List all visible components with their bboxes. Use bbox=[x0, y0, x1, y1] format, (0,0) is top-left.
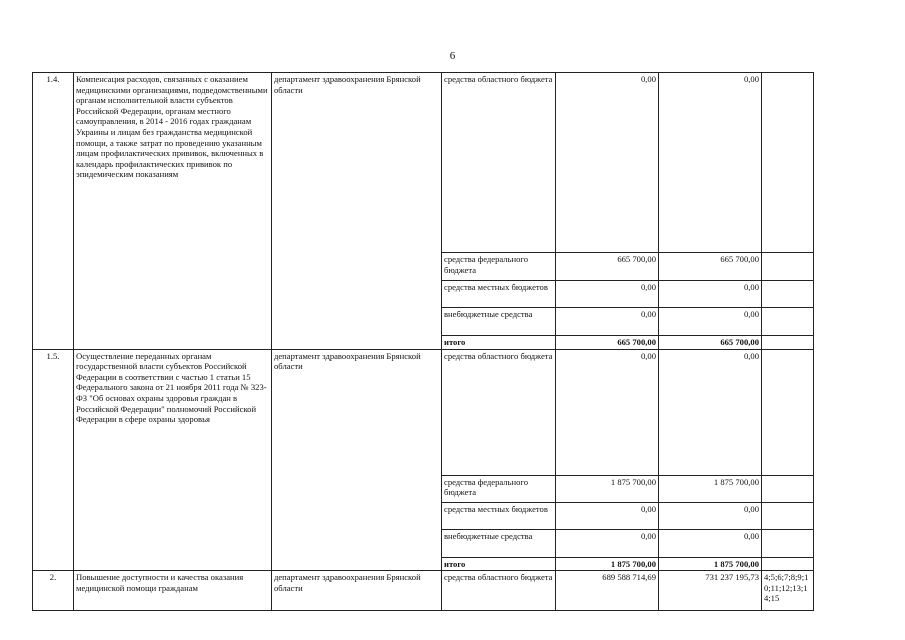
executor: департамент здравоохранения Брянской области bbox=[272, 73, 442, 350]
amount-2: 731 237 195,73 bbox=[659, 571, 762, 611]
row-number: 2. bbox=[33, 571, 74, 611]
source-label: внебюджетные средства bbox=[442, 529, 556, 557]
amount-2: 0,00 bbox=[659, 308, 762, 336]
amount-1: 665 700,00 bbox=[556, 253, 659, 281]
source-label: средства областного бюджета bbox=[442, 571, 556, 611]
budget-table bbox=[32, 72, 814, 611]
total-amount-1: 665 700,00 bbox=[556, 336, 659, 350]
amount-2: 0,00 bbox=[659, 281, 762, 308]
amount-1: 0,00 bbox=[556, 502, 659, 529]
total-amount-2: 1 875 700,00 bbox=[659, 557, 762, 571]
amount-1: 0,00 bbox=[556, 281, 659, 308]
indicators bbox=[762, 336, 814, 350]
total-amount-2: 665 700,00 bbox=[659, 336, 762, 350]
row-number: 1.4. bbox=[33, 73, 74, 350]
page-number: 6 bbox=[449, 50, 456, 62]
row-number: 1.5. bbox=[33, 349, 74, 571]
total-amount-1: 1 875 700,00 bbox=[556, 557, 659, 571]
indicators bbox=[762, 253, 814, 281]
source-label: средства местных бюджетов bbox=[442, 502, 556, 529]
source-label: средства федерального бюджета bbox=[442, 253, 556, 281]
table-row bbox=[33, 73, 814, 253]
table-row bbox=[33, 349, 814, 475]
total-label: итого bbox=[442, 336, 556, 350]
table-row bbox=[33, 571, 814, 611]
amount-2: 0,00 bbox=[659, 349, 762, 475]
indicators: 4;5;6;7;8;9;10;11;12;13;14;15 bbox=[762, 571, 814, 611]
source-label: средства областного бюджета bbox=[442, 73, 556, 253]
amount-2: 0,00 bbox=[659, 502, 762, 529]
amount-2: 0,00 bbox=[659, 529, 762, 557]
activity-description: Повышение доступности и качества оказания медицинской помощи гражданам bbox=[74, 571, 272, 611]
indicators bbox=[762, 349, 814, 475]
amount-2: 0,00 bbox=[659, 73, 762, 253]
indicators bbox=[762, 557, 814, 571]
amount-2: 665 700,00 bbox=[659, 253, 762, 281]
activity-description: Компенсация расходов, связанных с оказанием медицинскими организациями, подведомственными органам исполнительной власти субъектов Российской Федерации, органам местного самоуправления, в 2014 - 2016 годах гражданам Украины и лицам без гражданства медицинской помощи, а также затрат по проведению указанным лицам профилактических прививок, включенных в календарь профилактических прививок по эпидемическим показаниям bbox=[74, 73, 272, 350]
indicators bbox=[762, 529, 814, 557]
executor: департамент здравоохранения Брянской области bbox=[272, 571, 442, 611]
amount-2: 1 875 700,00 bbox=[659, 475, 762, 502]
activity-description: Осуществление переданных органам государственной власти субъектов Российской Федерации в соответствии с частью 1 статьи 15 Федерального закона от 21 ноября 2011 года № 323-ФЗ "Об основах охраны здоровья граждан в Российской Федерации" полномочий Российской Федерации в сфере охраны здоровья bbox=[74, 349, 272, 571]
indicators bbox=[762, 502, 814, 529]
indicators bbox=[762, 475, 814, 502]
source-label: внебюджетные средства bbox=[442, 308, 556, 336]
source-label: средства местных бюджетов bbox=[442, 281, 556, 308]
amount-1: 0,00 bbox=[556, 529, 659, 557]
amount-1: 1 875 700,00 bbox=[556, 475, 659, 502]
amount-1: 0,00 bbox=[556, 349, 659, 475]
amount-1: 0,00 bbox=[556, 308, 659, 336]
source-label: средства федерального бюджета bbox=[442, 475, 556, 502]
indicators bbox=[762, 308, 814, 336]
amount-1: 0,00 bbox=[556, 73, 659, 253]
indicators bbox=[762, 281, 814, 308]
source-label: средства областного бюджета bbox=[442, 349, 556, 475]
executor: департамент здравоохранения Брянской области bbox=[272, 349, 442, 571]
total-label: итого bbox=[442, 557, 556, 571]
indicators bbox=[762, 73, 814, 253]
amount-1: 689 588 714,69 bbox=[556, 571, 659, 611]
